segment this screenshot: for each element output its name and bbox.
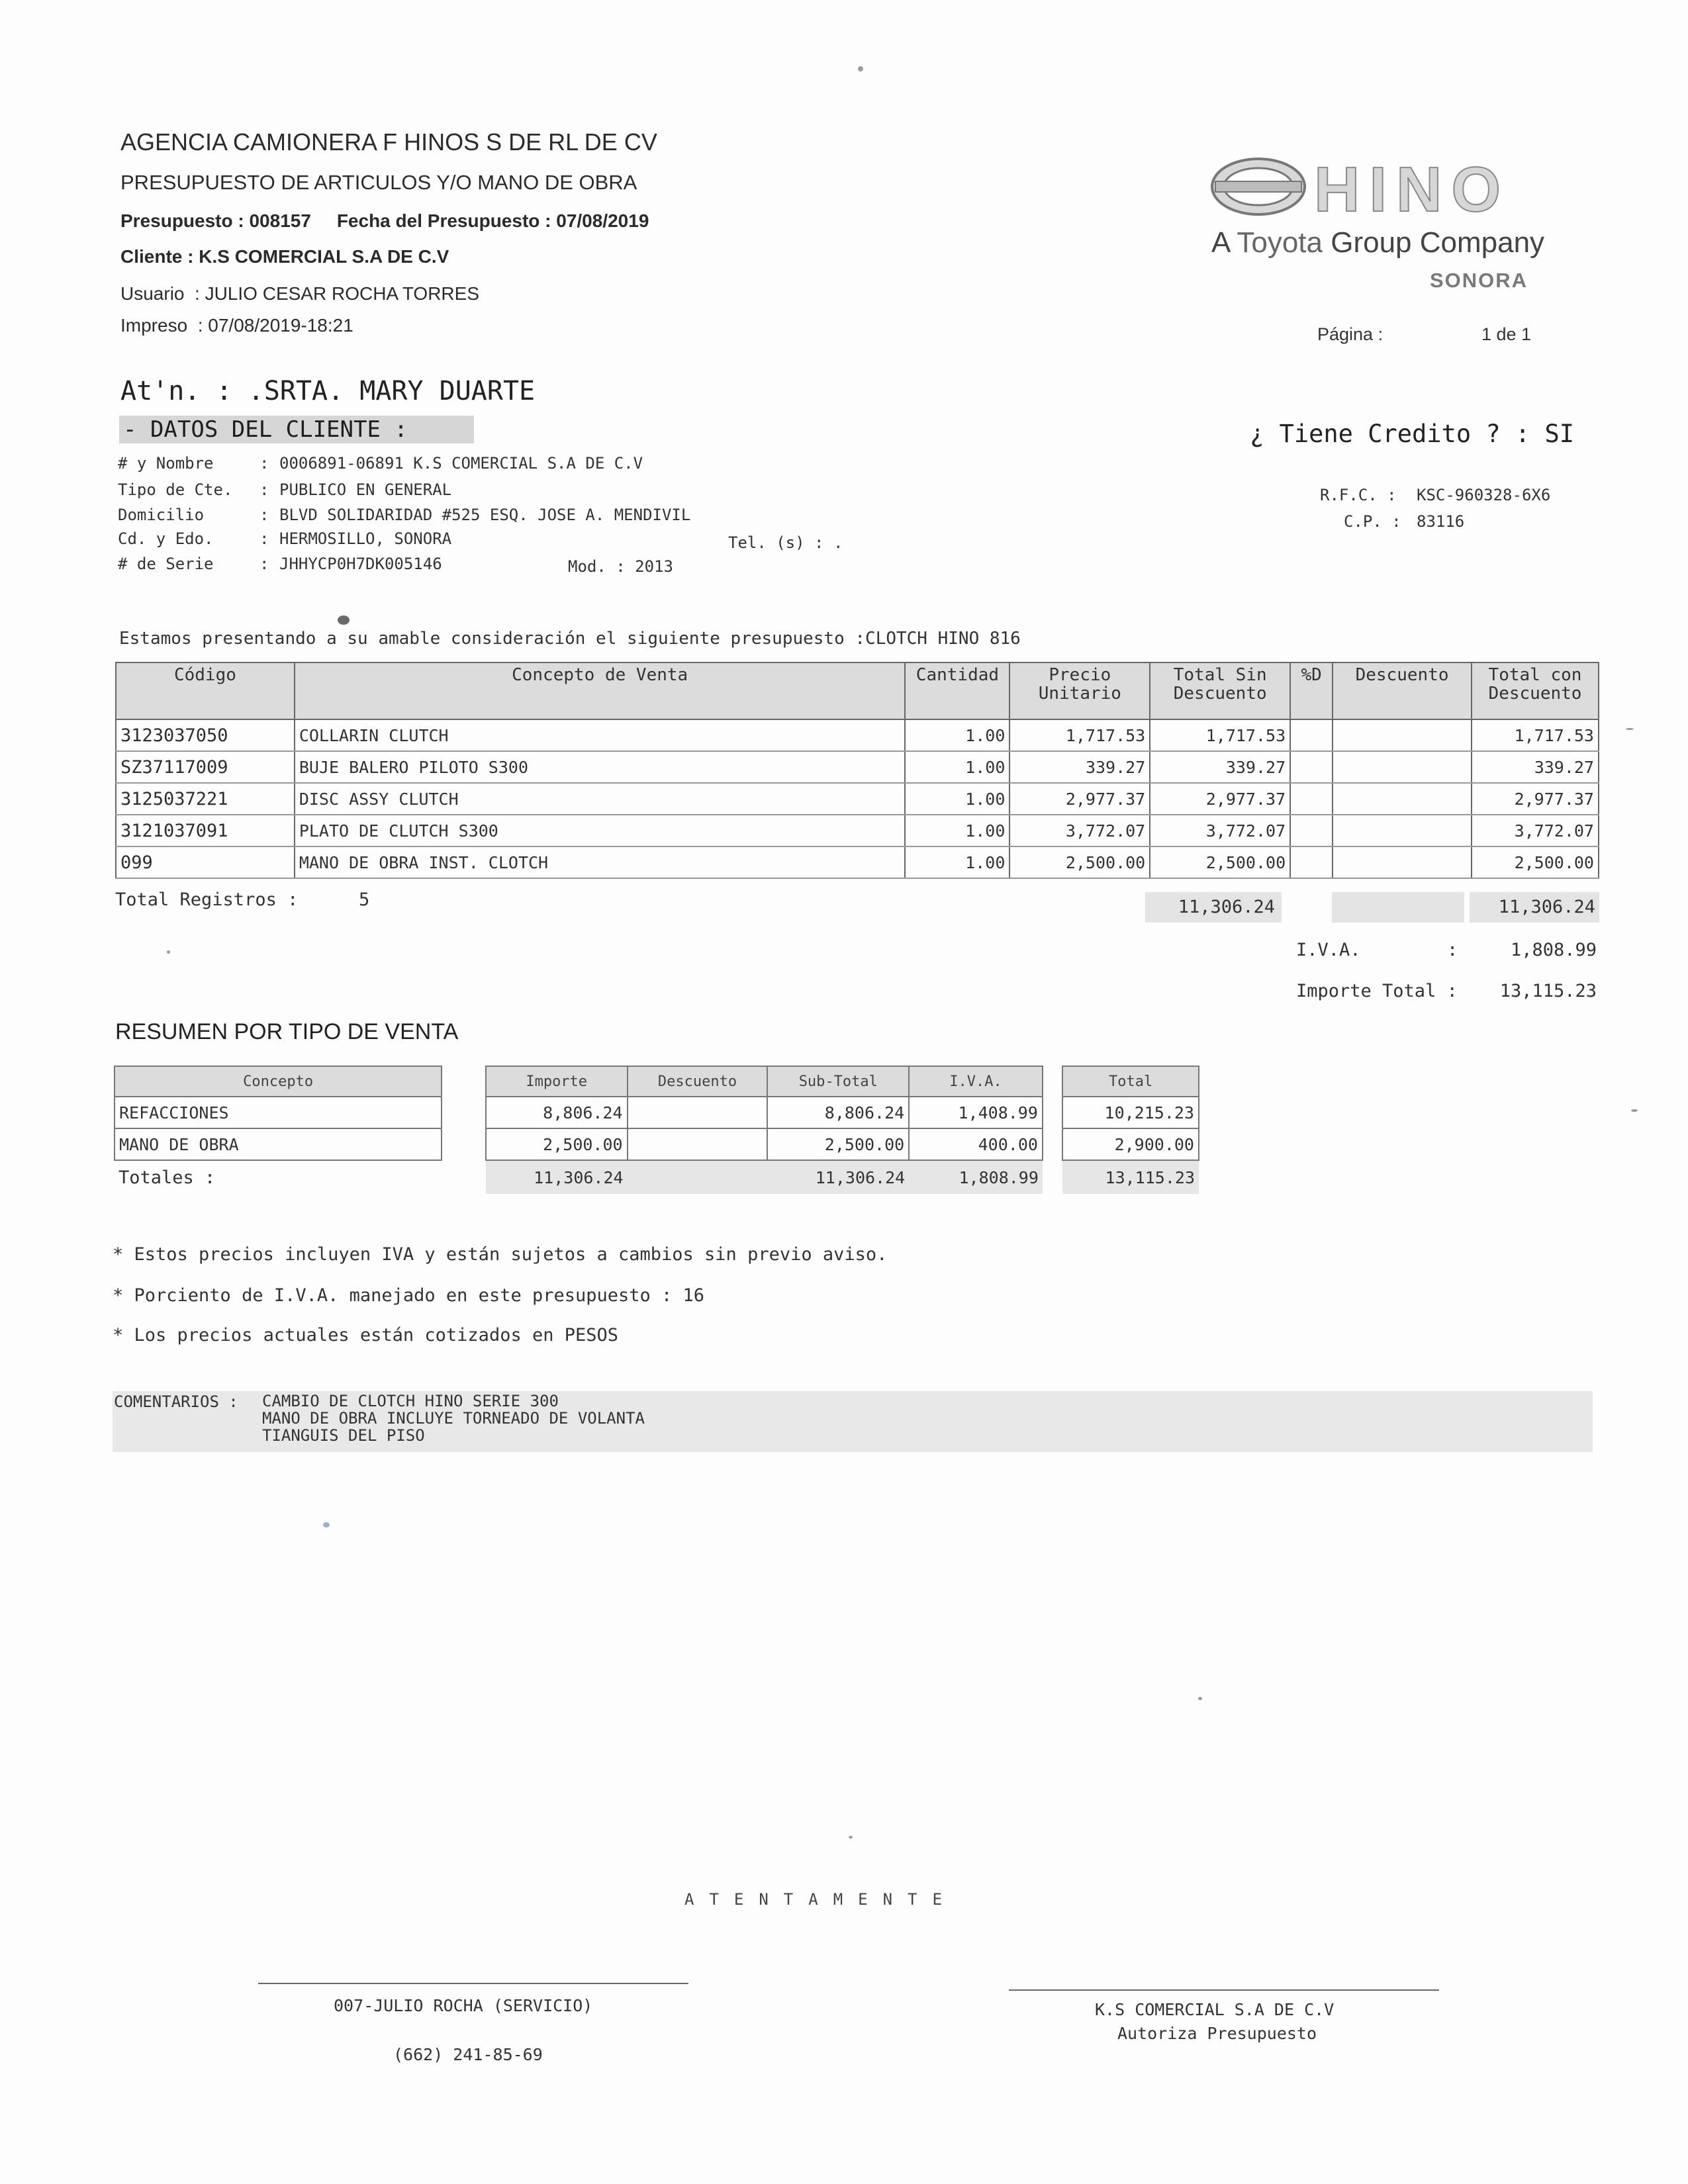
cell-codigo: 3123037050 xyxy=(116,719,295,751)
total-sin-descuento: 11,306.24 xyxy=(1145,892,1282,923)
cell-precio: 2,500.00 xyxy=(1009,846,1150,878)
cell-total-sin: 339.27 xyxy=(1150,751,1290,783)
cell-concepto: COLLARIN CLUTCH xyxy=(295,719,906,751)
modelo-field: Mod. : 2013 xyxy=(568,557,673,576)
summary-totals-descuento xyxy=(628,1160,768,1194)
left-signer-name: 007-JULIO ROCHA (SERVICIO) xyxy=(334,1996,593,2015)
header-precio-unitario: Precio Unitario xyxy=(1009,662,1150,719)
header-descuento: Descuento xyxy=(1333,662,1472,719)
fecha-value: 07/08/2019 xyxy=(556,210,649,231)
cell-codigo: SZ37117009 xyxy=(116,751,295,783)
comments-label: COMENTARIOS : xyxy=(114,1392,238,1411)
scan-speck xyxy=(1626,728,1634,730)
impreso-line xyxy=(120,315,353,336)
total-registros-label: Total Registros : xyxy=(115,889,299,910)
header-total-sin-descuento: Total Sin Descuento xyxy=(1150,662,1290,719)
presupuesto-intro: Estamos presentando a su amable consideración el siguiente presupuesto :CLOTCH HINO 816 xyxy=(119,629,1021,649)
descuento-total-box xyxy=(1332,892,1464,923)
summary-iva: 1,408.99 xyxy=(909,1097,1043,1128)
cell-codigo: 3121037091 xyxy=(116,815,295,846)
datos-cliente-heading: - DATOS DEL CLIENTE : xyxy=(119,416,474,443)
client-field-colon: : xyxy=(259,454,269,473)
client-field-label: Tipo de Cte. xyxy=(118,480,233,499)
summary-descuento xyxy=(628,1128,768,1160)
cell-pct xyxy=(1290,751,1333,783)
scan-speck xyxy=(1198,1697,1202,1700)
importe-total-label: Importe Total : xyxy=(1296,981,1458,1001)
cell-concepto: BUJE BALERO PILOTO S300 xyxy=(295,751,906,783)
client-field-label: # y Nombre xyxy=(118,454,214,473)
summary-header-concepto: Concepto xyxy=(115,1066,442,1097)
summary-concepto: REFACCIONES xyxy=(115,1097,442,1128)
cliente-value: K.S COMERCIAL S.A DE C.V xyxy=(199,246,449,267)
impreso-value: : 07/08/2019-18:21 xyxy=(197,315,353,336)
summary-importe: 2,500.00 xyxy=(486,1128,628,1160)
client-field-label: Cd. y Edo. xyxy=(118,529,214,548)
summary-subtotal: 2,500.00 xyxy=(767,1128,909,1160)
cell-pct xyxy=(1290,815,1333,846)
summary-row xyxy=(115,1128,1199,1160)
summary-importe: 8,806.24 xyxy=(486,1097,628,1128)
note-line: * Los precios actuales están cotizados en PESOS xyxy=(113,1325,619,1345)
summary-totals-iva: 1,808.99 xyxy=(909,1160,1043,1194)
rfc-value: KSC-960328-6X6 xyxy=(1417,486,1551,504)
cell-total-con: 1,717.53 xyxy=(1472,719,1599,751)
rfc-label: R.F.C. : xyxy=(1320,486,1397,504)
cliente-label: Cliente : xyxy=(120,246,194,267)
pagina-label: Página : xyxy=(1317,324,1383,344)
note-line: * Estos precios incluyen IVA y están sujetos a cambios sin previo aviso. xyxy=(113,1244,888,1265)
cell-codigo: 3125037221 xyxy=(116,783,295,815)
comment-line: MANO DE OBRA INCLUYE TORNEADO DE VOLANTA xyxy=(262,1409,645,1428)
table-row xyxy=(116,846,1599,878)
usuario-value: : JULIO CESAR ROCHA TORRES xyxy=(195,283,479,304)
cell-cantidad: 1.00 xyxy=(905,815,1009,846)
total-registros-value: 5 xyxy=(359,889,370,910)
cell-total-sin: 2,500.00 xyxy=(1150,846,1290,878)
cell-cantidad: 1.00 xyxy=(905,751,1009,783)
cell-concepto: PLATO DE CLUTCH S300 xyxy=(295,815,906,846)
summary-concepto: MANO DE OBRA xyxy=(115,1128,442,1160)
cell-descuento xyxy=(1333,846,1472,878)
header-porcentaje-descuento: %D xyxy=(1290,662,1333,719)
cp-value: 83116 xyxy=(1417,512,1465,531)
right-signature-line xyxy=(1009,1989,1439,1991)
cell-cantidad: 1.00 xyxy=(905,783,1009,815)
items-table xyxy=(115,662,1599,879)
right-signer-name: K.S COMERCIAL S.A DE C.V xyxy=(1095,2000,1335,2019)
fecha-label: Fecha del Presupuesto : xyxy=(336,210,551,231)
summary-header-importe: Importe xyxy=(486,1066,628,1097)
hino-logo-wordmark: HINO xyxy=(1314,154,1510,225)
resumen-title: RESUMEN POR TIPO DE VENTA xyxy=(115,1019,459,1044)
client-field-colon: : xyxy=(259,529,269,548)
cell-total-sin: 2,977.37 xyxy=(1150,783,1290,815)
cell-precio: 3,772.07 xyxy=(1009,815,1150,846)
cell-concepto: MANO DE OBRA INST. CLOTCH xyxy=(295,846,906,878)
client-field-colon: : xyxy=(259,480,269,499)
header-concepto: Concepto de Venta xyxy=(295,662,906,719)
cell-total-con: 2,977.37 xyxy=(1472,783,1599,815)
presupuesto-label: Presupuesto : xyxy=(120,210,244,231)
cell-pct xyxy=(1290,783,1333,815)
summary-subtotal: 8,806.24 xyxy=(767,1097,909,1128)
scan-speck xyxy=(858,66,863,71)
cell-codigo: 099 xyxy=(116,846,295,878)
summary-totals-label: Totales : xyxy=(118,1167,216,1188)
summary-row xyxy=(115,1097,1199,1128)
cell-precio: 1,717.53 xyxy=(1009,719,1150,751)
header-total-con-descuento: Total con Descuento xyxy=(1472,662,1599,719)
summary-total: 10,215.23 xyxy=(1062,1097,1199,1128)
summary-header-descuento: Descuento xyxy=(628,1066,768,1097)
comment-line: CAMBIO DE CLOTCH HINO SERIE 300 xyxy=(262,1392,559,1410)
table-row xyxy=(116,719,1599,751)
summary-descuento xyxy=(628,1097,768,1128)
cell-descuento xyxy=(1333,719,1472,751)
telefono-field: Tel. (s) : . xyxy=(728,533,843,552)
client-field-colon: : xyxy=(259,506,269,524)
left-signer-phone: (662) 241-85-69 xyxy=(393,2045,543,2064)
attention-line: At'n. : .SRTA. MARY DUARTE xyxy=(120,376,536,406)
client-field-label: # de Serie xyxy=(118,555,214,573)
cell-cantidad: 1.00 xyxy=(905,846,1009,878)
scan-speck xyxy=(338,615,350,625)
header-codigo: Código xyxy=(116,662,295,719)
pagina-value: 1 de 1 xyxy=(1481,324,1532,344)
right-signer-caption: Autoriza Presupuesto xyxy=(1117,2024,1317,2043)
summary-totals-subtotal: 11,306.24 xyxy=(767,1160,909,1194)
cliente-line xyxy=(120,246,449,267)
cell-descuento xyxy=(1333,783,1472,815)
cell-pct xyxy=(1290,846,1333,878)
cell-descuento xyxy=(1333,751,1472,783)
iva-colon: : xyxy=(1447,940,1458,960)
table-row xyxy=(116,751,1599,783)
summary-total: 2,900.00 xyxy=(1062,1128,1199,1160)
cell-pct xyxy=(1290,719,1333,751)
company-name: AGENCIA CAMIONERA F HINOS S DE RL DE CV xyxy=(120,128,657,156)
summary-header-row xyxy=(115,1066,1199,1097)
cell-cantidad: 1.00 xyxy=(905,719,1009,751)
logo-region: SONORA xyxy=(1430,269,1528,292)
items-header-row xyxy=(116,662,1599,719)
left-signature-line xyxy=(258,1983,688,1984)
client-field-colon: : xyxy=(259,555,269,573)
cell-concepto: DISC ASSY CLUTCH xyxy=(295,783,906,815)
summary-header-iva: I.V.A. xyxy=(909,1066,1043,1097)
client-field-label: Domicilio xyxy=(118,506,205,524)
client-field-value: 0006891-06891 K.S COMERCIAL S.A DE C.V xyxy=(279,454,643,473)
impreso-label: Impreso xyxy=(120,315,188,336)
summary-table xyxy=(114,1066,1199,1194)
credito-status: ¿ Tiene Credito ? : SI xyxy=(1250,420,1575,448)
cell-precio: 339.27 xyxy=(1009,751,1150,783)
scan-speck xyxy=(167,950,170,954)
toyota-group-tagline: A Toyota Group Company xyxy=(1211,226,1545,259)
note-line: * Porciento de I.V.A. manejado en este presupuesto : 16 xyxy=(113,1285,705,1306)
document-title: PRESUPUESTO DE ARTICULOS Y/O MANO DE OBRA xyxy=(120,171,637,194)
summary-totals-importe: 11,306.24 xyxy=(486,1160,628,1194)
summary-header-subtotal: Sub-Total xyxy=(767,1066,909,1097)
usuario-line xyxy=(120,283,479,304)
header-cantidad: Cantidad xyxy=(905,662,1009,719)
table-row xyxy=(116,783,1599,815)
comment-line: TIANGUIS DEL PISO xyxy=(262,1426,425,1445)
cell-total-con: 3,772.07 xyxy=(1472,815,1599,846)
cell-descuento xyxy=(1333,815,1472,846)
total-con-descuento: 11,306.24 xyxy=(1470,892,1599,923)
usuario-label: Usuario xyxy=(120,283,185,304)
summary-totals-total: 13,115.23 xyxy=(1062,1160,1199,1194)
presupuesto-line xyxy=(120,210,649,232)
summary-totals-row xyxy=(115,1160,1199,1194)
iva-label: I.V.A. xyxy=(1296,940,1361,960)
table-row xyxy=(116,815,1599,846)
scan-speck xyxy=(849,1836,853,1839)
cell-total-con: 2,500.00 xyxy=(1472,846,1599,878)
cp-label: C.P. : xyxy=(1344,512,1401,531)
cell-precio: 2,977.37 xyxy=(1009,783,1150,815)
client-field-value: PUBLICO EN GENERAL xyxy=(279,480,452,499)
cell-total-sin: 3,772.07 xyxy=(1150,815,1290,846)
importe-total-value: 13,115.23 xyxy=(1499,981,1597,1001)
scan-speck xyxy=(1631,1109,1638,1112)
cell-total-con: 339.27 xyxy=(1472,751,1599,783)
presupuesto-number: 008157 xyxy=(249,210,311,231)
client-field-value: BLVD SOLIDARIDAD #525 ESQ. JOSE A. MENDIVIL xyxy=(279,506,691,524)
scan-speck xyxy=(323,1522,330,1527)
iva-value: 1,808.99 xyxy=(1510,940,1597,960)
cell-total-sin: 1,717.53 xyxy=(1150,719,1290,751)
summary-iva: 400.00 xyxy=(909,1128,1043,1160)
hino-emblem-icon xyxy=(1209,154,1308,222)
atentamente-label: ATENTAMENTE xyxy=(684,1890,957,1909)
client-field-value: JHHYCP0H7DK005146 xyxy=(279,555,442,573)
summary-header-total: Total xyxy=(1062,1066,1199,1097)
client-field-value: HERMOSILLO, SONORA xyxy=(279,529,452,548)
